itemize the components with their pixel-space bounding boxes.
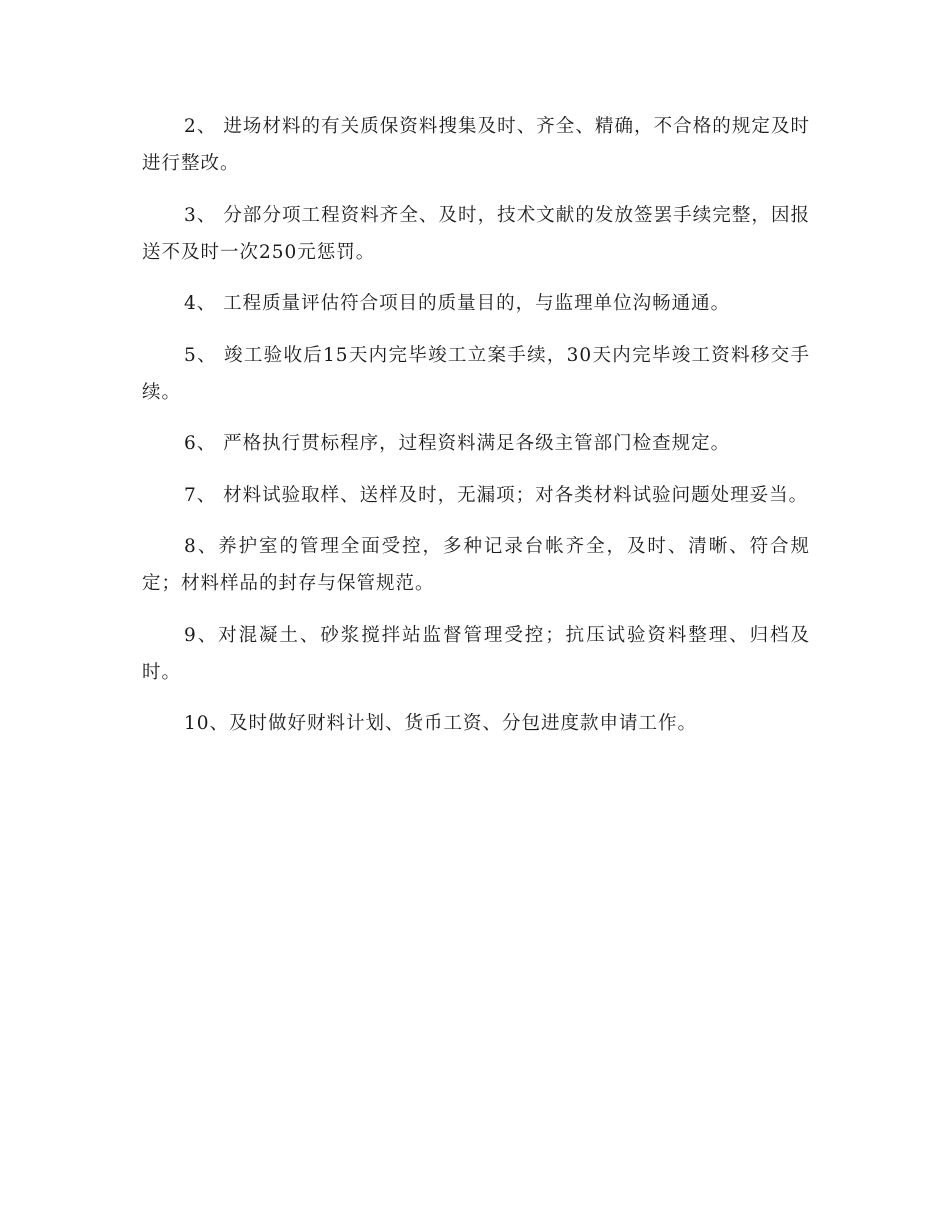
list-item: 7、 材料试验取样、送样及时，无漏项；对各类材料试验问题处理妥当。 xyxy=(184,484,809,506)
list-item: 6、 严格执行贯标程序，过程资料满足各级主管部门检查规定。 xyxy=(184,433,731,454)
list-item: 4、 工程质量评估符合项目的质量目的，与监理单位沟畅通通。 xyxy=(184,293,731,314)
list-item: 3、 分部分项工程资料齐全、及时，技术文献的发放签罢手续完整，因报送不及时一次250元惩罚。 xyxy=(142,204,810,263)
list-item: 2、 进场材料的有关质保资料搜集及时、齐全、精确，不合格的规定及时进行整改。 xyxy=(142,116,810,174)
list-item: 5、 竣工验收后15天内完毕竣工立案手续，30天内完毕竣工资料移交手续。 xyxy=(142,344,810,403)
list-item: 9、对混凝土、砂浆搅拌站监督管理受控；抗压试验资料整理、归档及时。 xyxy=(142,624,810,683)
document-body xyxy=(142,108,810,757)
list-item: 8、养护室的管理全面受控，多种记录台帐齐全，及时、清晰、符合规定；材料样品的封存与保管规范。 xyxy=(142,536,810,594)
list-item: 10、及时做好财料计划、货币工资、分包进度款申请工作。 xyxy=(184,713,698,734)
